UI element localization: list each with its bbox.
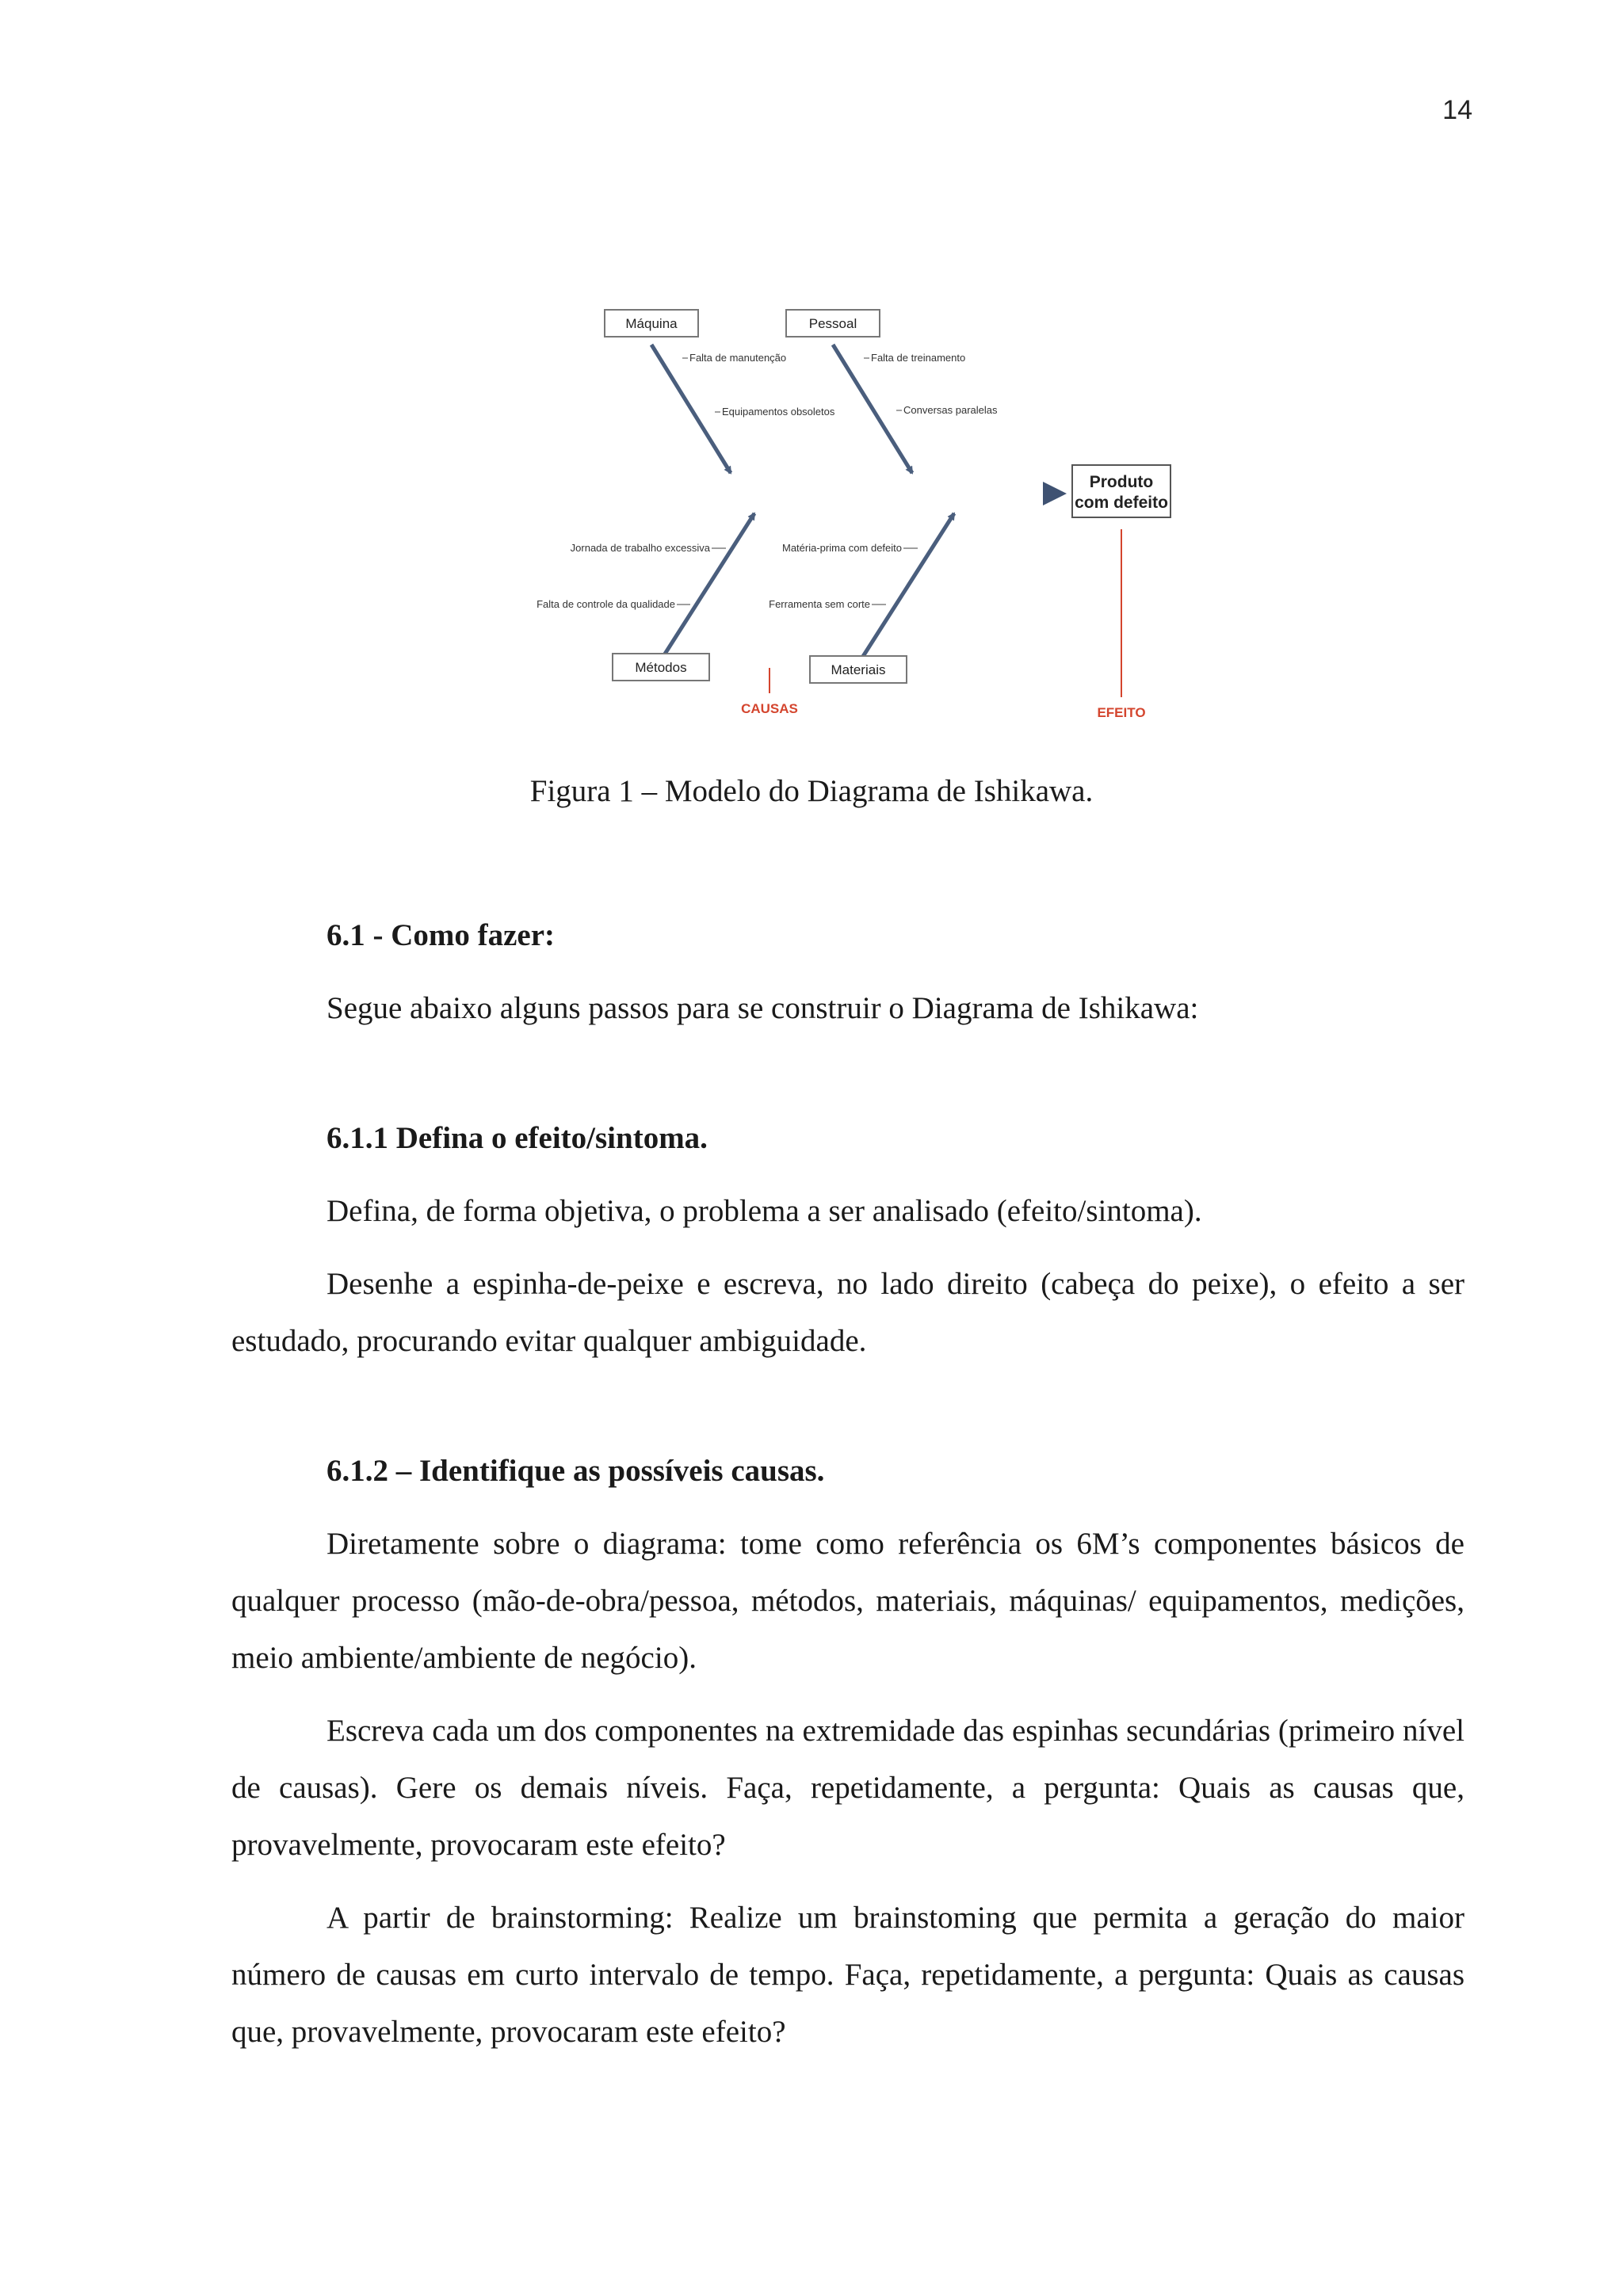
box-maquina-label: Máquina bbox=[625, 316, 678, 331]
subsection-2-heading: 6.1.2 – Identifique as possíveis causas. bbox=[327, 1454, 825, 1488]
subsection-1-heading: 6.1.1 Defina o efeito/sintoma. bbox=[327, 1121, 708, 1155]
box-metodos-label: Métodos bbox=[635, 660, 687, 675]
cause-jornada-excessiva: Jornada de trabalho excessiva bbox=[570, 542, 710, 554]
head-text-line1: Produto bbox=[1089, 473, 1154, 491]
bone-maquina bbox=[651, 345, 731, 473]
ishikawa-diagram bbox=[520, 293, 1233, 737]
page-number: 14 bbox=[1442, 95, 1472, 125]
bone-pessoal bbox=[833, 345, 912, 473]
cause-conversas-paralelas: Conversas paralelas bbox=[903, 404, 998, 416]
main-spine-arrowhead bbox=[1043, 482, 1067, 505]
effect-label: EFEITO bbox=[1097, 705, 1146, 720]
cause-falta-controle: Falta de controle da qualidade bbox=[537, 598, 675, 610]
subsection-1-paragraph-1: Defina, de forma objetiva, o problema a ser analisado (efeito/sintoma). bbox=[327, 1194, 1202, 1228]
section-intro: Segue abaixo alguns passos para se construir o Diagrama de Ishikawa: bbox=[327, 991, 1199, 1025]
subsection-1-paragraph-2: Desenhe a espinha-de-peixe e escreva, no lado direito (cabeça do peixe), o efeito a ser estudado, procurando evitar qualquer ambiguidade. bbox=[231, 1267, 1465, 1358]
cause-falta-manutencao: Falta de manutenção bbox=[689, 352, 787, 364]
bone-metodos bbox=[663, 513, 754, 658]
ishikawa-svg bbox=[520, 293, 1233, 737]
section-heading: 6.1 - Como fazer: bbox=[327, 918, 556, 952]
cause-falta-treinamento: Falta de treinamento bbox=[871, 352, 966, 364]
subsection-2-paragraph-1: Diretamente sobre o diagrama: tome como referência os 6M’s componentes básicos de qualquer processo (mão-de-obra/pessoa, métodos, materiais, máquinas/ equipamentos, medições, meio ambiente/ambiente de negócio). bbox=[231, 1527, 1465, 1675]
cause-equipamentos-obsoletos: Equipamentos obsoletos bbox=[722, 406, 835, 418]
box-pessoal-label: Pessoal bbox=[808, 316, 857, 331]
subsection-2-paragraph-3: A partir de brainstorming: Realize um brainstoming que permita a geração do maior número de causas em curto intervalo de tempo. Faça, repetidamente, a pergunta: Quais as causas que, provavelmente, provocaram este efeito? bbox=[231, 1901, 1465, 2049]
cause-materia-prima: Matéria-prima com defeito bbox=[782, 542, 902, 554]
subsection-2-paragraph-2: Escreva cada um dos componentes na extremidade das espinhas secundárias (primeiro nível de causas). Gere os demais níveis. Faça, repetidamente, a pergunta: Quais as causas que, provavelmente, provocaram este efeito? bbox=[231, 1714, 1465, 1862]
cause-ferramenta-sem-corte: Ferramenta sem corte bbox=[769, 598, 870, 610]
box-materiais-label: Materiais bbox=[831, 662, 886, 677]
bone-materiais bbox=[862, 513, 954, 658]
head-text-line2: com defeito bbox=[1075, 494, 1168, 512]
causes-label: CAUSAS bbox=[741, 701, 798, 716]
figure-caption: Figura 1 – Modelo do Diagrama de Ishikawa. bbox=[529, 774, 1094, 808]
page-content bbox=[231, 907, 1465, 2061]
